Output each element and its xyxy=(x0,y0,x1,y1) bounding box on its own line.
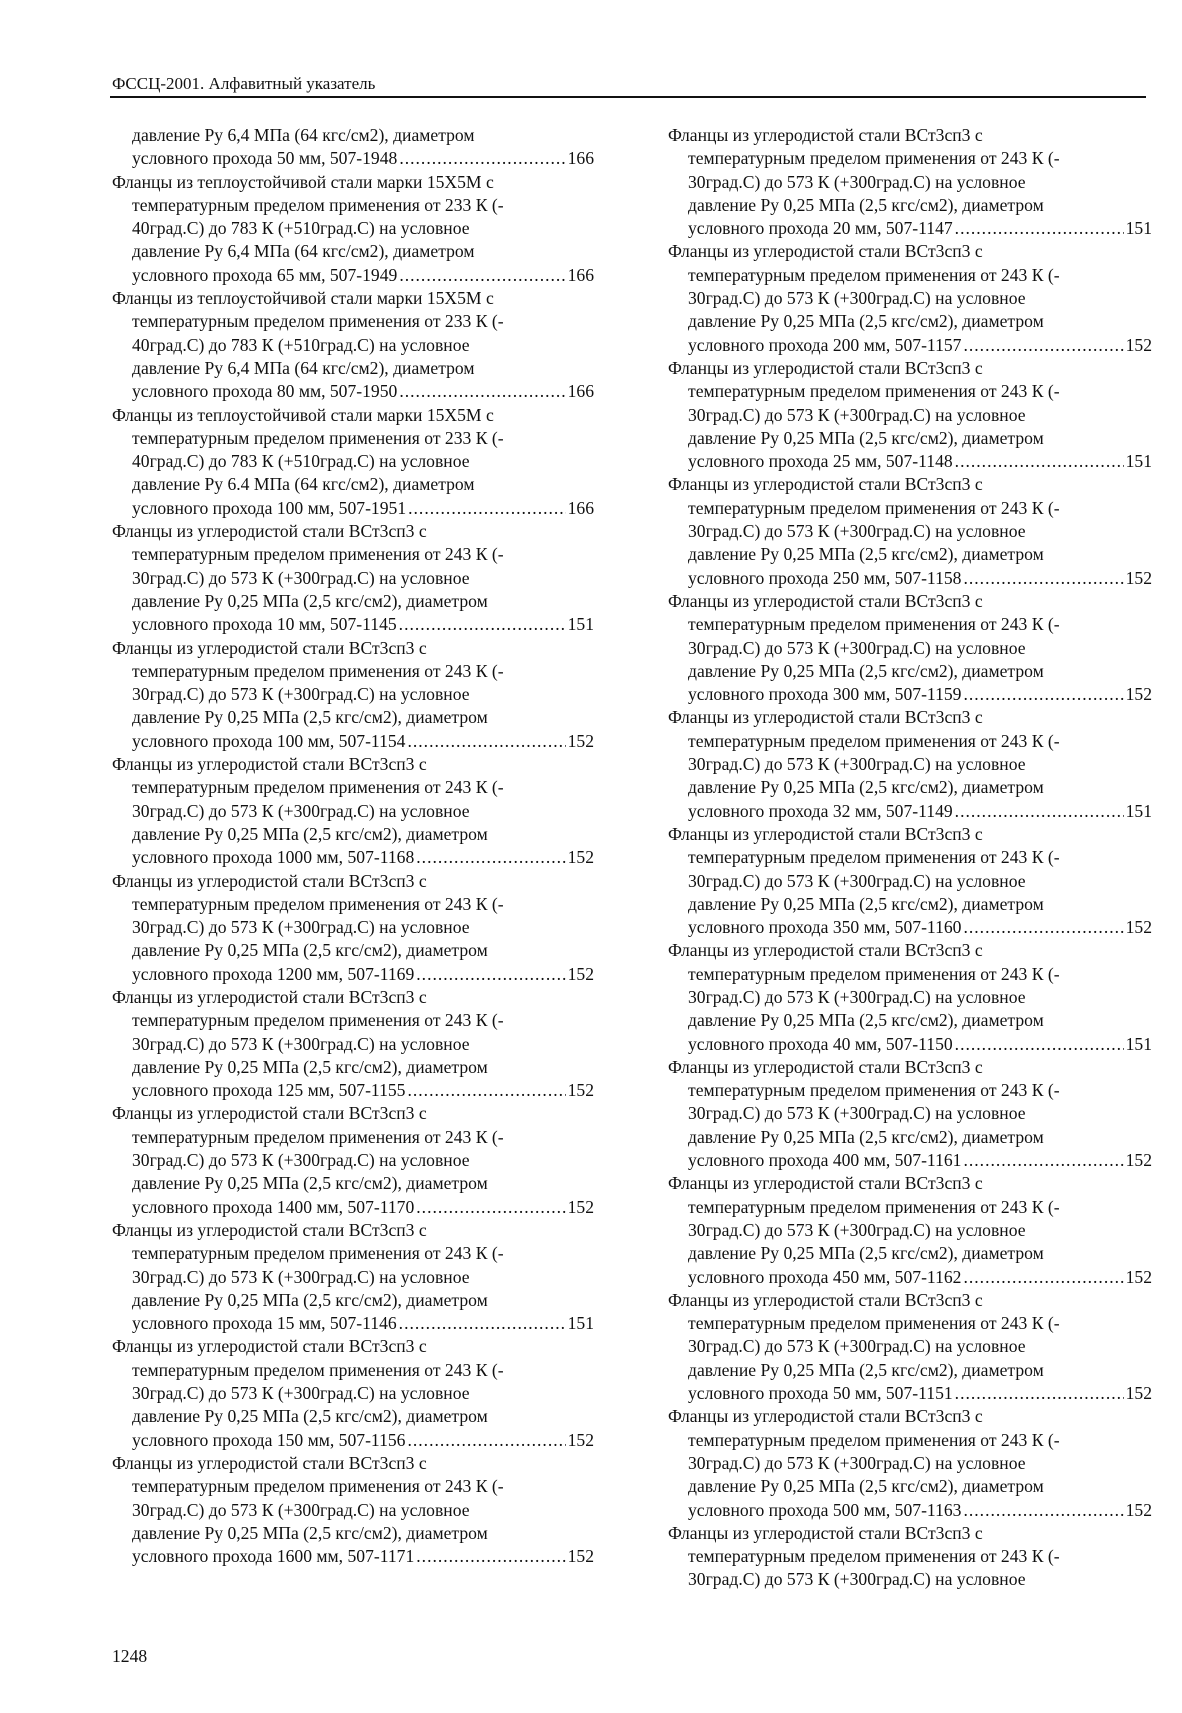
entry-line: 40град.С) до 783 К (+510град.С) на условное xyxy=(132,218,470,239)
entry-line: 30град.С) до 573 К (+300град.С) на условное xyxy=(688,1569,1026,1590)
entry-line: 30град.С) до 573 К (+300град.С) на условное xyxy=(688,1219,1026,1240)
page-reference: 151 xyxy=(1125,1033,1152,1054)
entry-line: Фланцы из углеродистой стали ВСт3сп3 с xyxy=(668,823,983,844)
entry-text: условного прохода 150 мм, 507-1156 xyxy=(132,1429,406,1450)
entry-line: температурным пределом применения от 243 К (- xyxy=(688,1196,1060,1217)
page-reference: 152 xyxy=(1125,334,1152,355)
entry-text: условного прохода 20 мм, 507-1147 xyxy=(688,218,953,239)
page-reference: 151 xyxy=(1125,218,1152,239)
entry-line: температурным пределом применения от 233 К (- xyxy=(132,427,504,448)
entry-line: давление Ру 0,25 МПа (2,5 кгс/см2), диаметром xyxy=(688,1010,1044,1031)
entry-line: температурным пределом применения от 243 К (- xyxy=(688,497,1060,518)
entry-line: температурным пределом применения от 243 К (- xyxy=(688,1429,1060,1450)
entry-line: 30град.С) до 573 К (+300град.С) на условное xyxy=(688,171,1026,192)
entry-line xyxy=(668,1499,1152,1522)
entry-line: температурным пределом применения от 243 К (- xyxy=(688,148,1060,169)
entry-line: 30град.С) до 573 К (+300град.С) на условное xyxy=(688,870,1026,891)
dot-leader xyxy=(399,613,566,636)
index-entry xyxy=(112,1452,594,1568)
entry-line: давление Ру 0,25 МПа (2,5 кгс/см2), диаметром xyxy=(688,893,1044,914)
entry-line: 30град.С) до 573 К (+300град.С) на условное xyxy=(132,1033,470,1054)
entry-line: температурным пределом применения от 243 К (- xyxy=(132,1010,504,1031)
entry-line: Фланцы из углеродистой стали ВСт3сп3 с xyxy=(668,1173,983,1194)
entry-line xyxy=(668,334,1152,357)
index-entry xyxy=(668,590,1152,706)
entry-text: условного прохода 25 мм, 507-1148 xyxy=(688,451,953,472)
entry-line: Фланцы из углеродистой стали ВСт3сп3 с xyxy=(112,1452,427,1473)
entry-line xyxy=(668,916,1152,939)
entry-line xyxy=(668,450,1152,473)
page-reference: 151 xyxy=(567,614,594,635)
entry-line: 40град.С) до 783 К (+510град.С) на условное xyxy=(132,451,470,472)
entry-line: температурным пределом применения от 243 К (- xyxy=(132,1359,504,1380)
entry-line: давление Ру 0,25 МПа (2,5 кгс/см2), диаметром xyxy=(688,544,1044,565)
entry-text: условного прохода 50 мм, 507-1948 xyxy=(132,148,398,169)
page-reference: 152 xyxy=(1125,1266,1152,1287)
entry-text: условного прохода 10 мм, 507-1145 xyxy=(132,614,397,635)
index-entry xyxy=(668,473,1152,589)
entry-line: Фланцы из углеродистой стали ВСт3сп3 с xyxy=(668,1289,983,1310)
entry-line xyxy=(668,1382,1152,1405)
entry-text: условного прохода 65 мм, 507-1949 xyxy=(132,264,398,285)
page-reference: 152 xyxy=(1125,1150,1152,1171)
index-entry xyxy=(112,637,594,753)
entry-line: давление Ру 0,25 МПа (2,5 кгс/см2), диаметром xyxy=(688,1126,1044,1147)
entry-line: давление Ру 0,25 МПа (2,5 кгс/см2), диаметром xyxy=(688,777,1044,798)
entry-line: температурным пределом применения от 243 К (- xyxy=(132,1476,504,1497)
index-entry xyxy=(668,240,1152,356)
entry-line xyxy=(112,846,594,869)
entry-text: условного прохода 100 мм, 507-1154 xyxy=(132,730,406,751)
index-entry xyxy=(668,124,1152,240)
index-column-left xyxy=(112,124,594,1568)
entry-line: давление Ру 0,25 МПа (2,5 кгс/см2), диаметром xyxy=(688,660,1044,681)
index-entry xyxy=(112,520,594,636)
page-reference: 152 xyxy=(567,963,594,984)
entry-line xyxy=(668,1149,1152,1172)
page-reference: 152 xyxy=(1125,567,1152,588)
page-reference: 166 xyxy=(567,497,594,518)
entry-line: температурным пределом применения от 243 К (- xyxy=(132,544,504,565)
entry-line: Фланцы из углеродистой стали ВСт3сп3 с xyxy=(668,940,983,961)
entry-line xyxy=(112,497,594,520)
entry-line xyxy=(668,1266,1152,1289)
entry-line xyxy=(668,683,1152,706)
entry-line: Фланцы из углеродистой стали ВСт3сп3 с xyxy=(668,1522,983,1543)
entry-text: условного прохода 50 мм, 507-1151 xyxy=(688,1383,953,1404)
entry-text: условного прохода 350 мм, 507-1160 xyxy=(688,917,962,938)
index-column-right xyxy=(668,124,1152,1592)
entry-line: Фланцы из углеродистой стали ВСт3сп3 с xyxy=(668,1056,983,1077)
entry-line xyxy=(112,1196,594,1219)
entry-line: 30град.С) до 573 К (+300град.С) на условное xyxy=(688,1336,1026,1357)
page-reference: 166 xyxy=(567,381,594,402)
entry-line: 40град.С) до 783 К (+510град.С) на условное xyxy=(132,334,470,355)
entry-line: температурным пределом применения от 243 К (- xyxy=(688,730,1060,751)
dot-leader xyxy=(407,1079,565,1102)
dot-leader xyxy=(399,1312,566,1335)
entry-line: температурным пределом применения от 243 К (- xyxy=(688,614,1060,635)
index-entry xyxy=(112,124,594,171)
entry-line: Фланцы из углеродистой стали ВСт3сп3 с xyxy=(668,1406,983,1427)
page-reference: 152 xyxy=(567,1546,594,1567)
entry-line: давление Ру 6,4 МПа (64 кгс/см2), диаметром xyxy=(132,241,475,262)
entry-line: Фланцы из теплоустойчивой стали марки 15Х5М с xyxy=(112,171,494,192)
entry-line: температурным пределом применения от 233 К (- xyxy=(132,194,504,215)
page-number: 1248 xyxy=(112,1646,148,1666)
entry-line: давление Ру 0,25 МПа (2,5 кгс/см2), диаметром xyxy=(132,1289,488,1310)
page-reference: 151 xyxy=(1125,451,1152,472)
entry-line: Фланцы из углеродистой стали ВСт3сп3 с xyxy=(668,590,983,611)
entry-line: давление Ру 0,25 МПа (2,5 кгс/см2), диаметром xyxy=(132,1522,488,1543)
dot-leader xyxy=(399,264,565,287)
index-entry xyxy=(112,171,594,287)
entry-line: давление Ру 0,25 МПа (2,5 кгс/см2), диаметром xyxy=(132,1406,488,1427)
entry-line: температурным пределом применения от 243 К (- xyxy=(132,1126,504,1147)
entry-line: давление Ру 0,25 МПа (2,5 кгс/см2), диаметром xyxy=(132,707,488,728)
entry-text: условного прохода 500 мм, 507-1163 xyxy=(688,1499,962,1520)
entry-line: температурным пределом применения от 243 К (- xyxy=(132,1243,504,1264)
entry-line: 30град.С) до 573 К (+300град.С) на условное xyxy=(132,1499,470,1520)
dot-leader xyxy=(407,730,565,753)
index-entry xyxy=(668,1522,1152,1592)
entry-text: условного прохода 400 мм, 507-1161 xyxy=(688,1150,962,1171)
entry-line: температурным пределом применения от 243 К (- xyxy=(688,381,1060,402)
entry-line: Фланцы из углеродистой стали ВСт3сп3 с xyxy=(112,870,427,891)
entry-line: 30град.С) до 573 К (+300град.С) на условное xyxy=(132,1150,470,1171)
entry-text: условного прохода 1600 мм, 507-1171 xyxy=(132,1546,415,1567)
entry-line: температурным пределом применения от 243 К (- xyxy=(688,847,1060,868)
entry-text: условного прохода 1200 мм, 507-1169 xyxy=(132,963,415,984)
entry-line: 30град.С) до 573 К (+300град.С) на условное xyxy=(688,521,1026,542)
entry-line: давление Ру 6,4 МПа (64 кгс/см2), диаметром xyxy=(132,125,475,145)
index-entry xyxy=(112,986,594,1102)
entry-line: температурным пределом применения от 233 К (- xyxy=(132,311,504,332)
entry-line: давление Ру 0,25 МПа (2,5 кгс/см2), диаметром xyxy=(132,823,488,844)
dot-leader xyxy=(416,963,565,986)
index-entry xyxy=(112,1219,594,1335)
entry-line: Фланцы из углеродистой стали ВСт3сп3 с xyxy=(112,637,427,658)
page-reference: 152 xyxy=(1125,1499,1152,1520)
index-entry xyxy=(112,1102,594,1218)
entry-text: условного прохода 300 мм, 507-1159 xyxy=(688,684,962,705)
entry-line: 30град.С) до 573 К (+300град.С) на условное xyxy=(132,1383,470,1404)
entry-line: Фланцы из углеродистой стали ВСт3сп3 с xyxy=(668,241,983,262)
entry-line: давление Ру 0,25 МПа (2,5 кгс/см2), диаметром xyxy=(688,311,1044,332)
entry-line: давление Ру 0,25 МПа (2,5 кгс/см2), диаметром xyxy=(688,1476,1044,1497)
entry-line xyxy=(668,217,1152,240)
entry-line: температурным пределом применения от 243 К (- xyxy=(132,893,504,914)
index-entry xyxy=(112,287,594,403)
dot-leader xyxy=(416,846,565,869)
entry-line: давление Ру 0,25 МПа (2,5 кгс/см2), диаметром xyxy=(688,427,1044,448)
dot-leader xyxy=(955,217,1124,240)
entry-line: 30град.С) до 573 К (+300град.С) на условное xyxy=(132,567,470,588)
page-reference: 152 xyxy=(1125,684,1152,705)
entry-line: температурным пределом применения от 243 К (- xyxy=(688,1313,1060,1334)
entry-text: условного прохода 200 мм, 507-1157 xyxy=(688,334,962,355)
index-entry xyxy=(668,706,1152,822)
page-reference: 166 xyxy=(567,264,594,285)
entry-line: Фланцы из углеродистой стали ВСт3сп3 с xyxy=(668,125,983,145)
dot-leader xyxy=(963,1266,1123,1289)
dot-leader xyxy=(963,683,1123,706)
index-entry xyxy=(668,939,1152,1055)
page-reference: 152 xyxy=(567,1080,594,1101)
page-reference: 152 xyxy=(1125,1383,1152,1404)
page-reference: 152 xyxy=(567,1196,594,1217)
entry-line xyxy=(668,800,1152,823)
entry-text: условного прохода 125 мм, 507-1155 xyxy=(132,1080,406,1101)
dot-leader xyxy=(407,1429,565,1452)
entry-text: условного прохода 15 мм, 507-1146 xyxy=(132,1313,397,1334)
entry-line xyxy=(668,567,1152,590)
entry-line: давление Ру 6,4 МПа (64 кгс/см2), диаметром xyxy=(132,357,475,378)
entry-line xyxy=(668,1033,1152,1056)
header-rule xyxy=(110,96,1146,98)
running-header: ФССЦ-2001. Алфавитный указатель xyxy=(112,74,376,93)
entry-line: давление Ру 0,25 МПа (2,5 кгс/см2), диаметром xyxy=(688,1243,1044,1264)
entry-line: давление Ру 0,25 МПа (2,5 кгс/см2), диаметром xyxy=(132,1056,488,1077)
index-entry xyxy=(112,870,594,986)
dot-leader xyxy=(416,1196,565,1219)
dot-leader xyxy=(963,1499,1123,1522)
entry-line: 30град.С) до 573 К (+300град.С) на условное xyxy=(688,1452,1026,1473)
entry-line: 30град.С) до 573 К (+300град.С) на условное xyxy=(132,1266,470,1287)
entry-text: условного прохода 32 мм, 507-1149 xyxy=(688,800,953,821)
entry-line: 30град.С) до 573 К (+300град.С) на условное xyxy=(688,986,1026,1007)
entry-line: давление Ру 0,25 МПа (2,5 кгс/см2), диаметром xyxy=(132,1173,488,1194)
entry-line: давление Ру 0,25 МПа (2,5 кгс/см2), диаметром xyxy=(132,940,488,961)
dot-leader xyxy=(408,497,565,520)
entry-line: Фланцы из углеродистой стали ВСт3сп3 с xyxy=(112,521,427,542)
entry-line: 30град.С) до 573 К (+300град.С) на условное xyxy=(132,684,470,705)
entry-line: Фланцы из углеродистой стали ВСт3сп3 с xyxy=(112,1336,427,1357)
entry-line: давление Ру 6.4 МПа (64 кгс/см2), диаметром xyxy=(132,474,475,495)
page-reference: 166 xyxy=(567,148,594,169)
entry-line xyxy=(112,1545,594,1568)
dot-leader xyxy=(399,380,565,403)
entry-line: Фланцы из углеродистой стали ВСт3сп3 с xyxy=(668,474,983,495)
page-reference: 151 xyxy=(1125,800,1152,821)
entry-line xyxy=(112,1079,594,1102)
entry-line: 30град.С) до 573 К (+300град.С) на условное xyxy=(132,800,470,821)
entry-line: Фланцы из углеродистой стали ВСт3сп3 с xyxy=(112,1219,427,1240)
dot-leader xyxy=(955,450,1124,473)
entry-line: Фланцы из теплоустойчивой стали марки 15Х5М с xyxy=(112,288,494,309)
index-entry xyxy=(668,1172,1152,1288)
entry-line: Фланцы из углеродистой стали ВСт3сп3 с xyxy=(668,357,983,378)
page-reference: 152 xyxy=(567,847,594,868)
entry-line: температурным пределом применения от 243 К (- xyxy=(132,777,504,798)
dot-leader xyxy=(416,1545,565,1568)
entry-line xyxy=(112,730,594,753)
entry-text: условного прохода 80 мм, 507-1950 xyxy=(132,381,398,402)
index-entry xyxy=(668,1289,1152,1405)
dot-leader xyxy=(399,147,565,170)
dot-leader xyxy=(963,1149,1123,1172)
entry-line: 30град.С) до 573 К (+300град.С) на условное xyxy=(688,637,1026,658)
entry-text: условного прохода 250 мм, 507-1158 xyxy=(688,567,962,588)
index-entry xyxy=(668,357,1152,473)
entry-line: температурным пределом применения от 243 К (- xyxy=(688,1080,1060,1101)
entry-line xyxy=(112,613,594,636)
entry-line: давление Ру 0,25 МПа (2,5 кгс/см2), диаметром xyxy=(688,194,1044,215)
dot-leader xyxy=(963,916,1123,939)
page-reference: 152 xyxy=(567,1429,594,1450)
index-entry xyxy=(112,404,594,520)
entry-text: условного прохода 1400 мм, 507-1170 xyxy=(132,1196,415,1217)
index-entry xyxy=(112,753,594,869)
entry-line: 30град.С) до 573 К (+300град.С) на условное xyxy=(132,917,470,938)
entry-line: давление Ру 0,25 МПа (2,5 кгс/см2), диаметром xyxy=(688,1359,1044,1380)
entry-line: Фланцы из углеродистой стали ВСт3сп3 с xyxy=(112,986,427,1007)
entry-line xyxy=(112,963,594,986)
entry-line: 30град.С) до 573 К (+300град.С) на условное xyxy=(688,754,1026,775)
page-reference: 152 xyxy=(1125,917,1152,938)
entry-line: Фланцы из углеродистой стали ВСт3сп3 с xyxy=(112,1103,427,1124)
index-entry xyxy=(668,1056,1152,1172)
entry-text: условного прохода 450 мм, 507-1162 xyxy=(688,1266,962,1287)
entry-text: условного прохода 40 мм, 507-1150 xyxy=(688,1033,953,1054)
dot-leader xyxy=(963,334,1123,357)
index-entry xyxy=(112,1335,594,1451)
dot-leader xyxy=(963,567,1123,590)
entry-line: Фланцы из углеродистой стали ВСт3сп3 с xyxy=(112,754,427,775)
entry-line: температурным пределом применения от 243 К (- xyxy=(688,963,1060,984)
entry-line: температурным пределом применения от 243 К (- xyxy=(132,660,504,681)
entry-text: условного прохода 100 мм, 507-1951 xyxy=(132,497,407,518)
index-entry xyxy=(668,1405,1152,1521)
entry-line: температурным пределом применения от 243 К (- xyxy=(688,264,1060,285)
entry-line: 30град.С) до 573 К (+300град.С) на условное xyxy=(688,1103,1026,1124)
entry-line: 30град.С) до 573 К (+300град.С) на условное xyxy=(688,404,1026,425)
page-reference: 151 xyxy=(567,1313,594,1334)
index-entry xyxy=(668,823,1152,939)
entry-line xyxy=(112,264,594,287)
entry-line: 30град.С) до 573 К (+300град.С) на условное xyxy=(688,288,1026,309)
dot-leader xyxy=(955,1382,1124,1405)
entry-line xyxy=(112,1312,594,1335)
dot-leader xyxy=(955,1033,1124,1056)
entry-line xyxy=(112,147,594,170)
page-reference: 152 xyxy=(567,730,594,751)
entry-line: давление Ру 0,25 МПа (2,5 кгс/см2), диаметром xyxy=(132,590,488,611)
entry-line: температурным пределом применения от 243 К (- xyxy=(688,1546,1060,1567)
entry-line xyxy=(112,380,594,403)
entry-line: Фланцы из теплоустойчивой стали марки 15Х5М с xyxy=(112,404,494,425)
entry-line xyxy=(112,1429,594,1452)
dot-leader xyxy=(955,800,1124,823)
entry-text: условного прохода 1000 мм, 507-1168 xyxy=(132,847,415,868)
entry-line: Фланцы из углеродистой стали ВСт3сп3 с xyxy=(668,707,983,728)
